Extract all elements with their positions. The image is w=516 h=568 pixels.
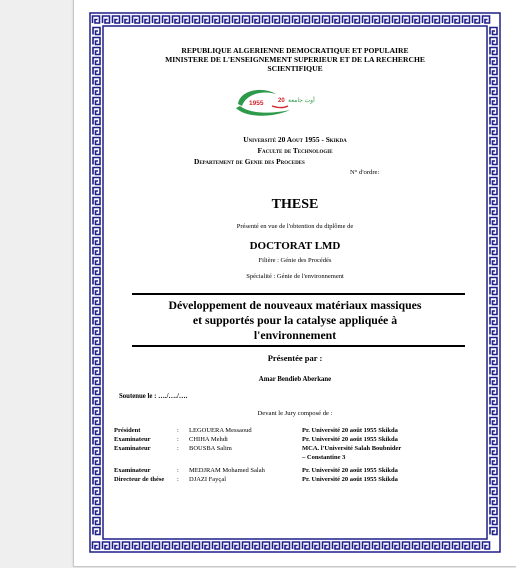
jury-role: Examinateur — [114, 436, 151, 443]
university-logo — [232, 84, 320, 118]
header-ministry-cont: SCIENTIFIQUE — [267, 64, 323, 73]
author-name: Amar Bendieb Aberkane — [258, 376, 332, 383]
jury-name: LEGOUERA Messaoud — [189, 427, 252, 434]
header-republic: REPUBLIQUE ALGERIENNE DEMOCRATIQUE ET POPULAIRE — [181, 46, 409, 55]
presented-for: Présenté en vue de l'obtention du diplôme de — [236, 223, 354, 230]
thesis-title-line-2: et supportés pour la catalyse appliquée à — [192, 313, 398, 327]
faculty-name: Faculte de Technologie — [257, 146, 333, 155]
title-rule-bottom — [132, 345, 465, 347]
jury-affiliation: MCA. l'Université Salah Boubnider — [302, 445, 402, 452]
jury-role: Examinateur — [114, 467, 151, 474]
jury-affiliation: Pr. Université 20 août 1955 Skikda — [302, 427, 398, 434]
logo-number: 20 — [278, 98, 285, 104]
filiere: Filière : Génie des Procédés — [258, 257, 332, 264]
thesis-title-line-3: l'environnement — [253, 328, 337, 342]
jury-affiliation: Pr. Université 20 août 1955 Skikda — [302, 436, 398, 443]
presented-by-label: Présentée par : — [267, 353, 323, 363]
jury-colon: : — [177, 436, 179, 443]
logo-year: 1955 — [249, 100, 264, 107]
jury-colon: : — [177, 445, 179, 452]
university-name: Université 20 Aout 1955 - Skikda — [243, 135, 347, 144]
header-ministry: MINISTERE DE L'ENSEIGNEMENT SUPERIEUR ET DE LA RECHERCHE — [165, 55, 425, 64]
jury-affiliation: – Constantine 3 — [302, 454, 346, 461]
title-rule-top — [132, 293, 465, 295]
document-type: THESE — [271, 197, 319, 212]
jury-role: Examinateur — [114, 445, 151, 452]
degree-name: DOCTORAT LMD — [249, 240, 341, 252]
jury-name: BOUSBA Salim — [189, 445, 232, 452]
department-name: Departement de Genie des Procedes — [194, 157, 305, 166]
order-number: N° d'ordre: — [350, 169, 380, 176]
thesis-title-line-1: Développement de nouveaux matériaux massiques — [168, 298, 422, 312]
jury-affiliation: Pr. Université 20 août 1955 Skikda — [302, 476, 398, 483]
specialite: Spécialité : Génie de l'environnement — [246, 273, 344, 280]
jury-role: Directeur de thèse — [114, 476, 165, 483]
jury-colon: : — [177, 427, 179, 434]
logo-arabic: أوت جامعة — [288, 98, 315, 104]
logo-accent — [272, 106, 288, 108]
jury-intro: Devant le Jury composé de : — [257, 410, 333, 417]
document-page — [73, 0, 516, 567]
defense-date: Soutenue le : …./…./…. — [119, 393, 188, 400]
jury-role: Président — [114, 427, 141, 434]
jury-name: MEDJRAM Mohamed Salah — [189, 467, 265, 474]
jury-colon: : — [177, 467, 179, 474]
jury-name: CHIHA Mehdi — [189, 436, 228, 443]
jury-name: DJAZI Fayçal — [189, 476, 227, 483]
jury-affiliation: Pr. Université 20 août 1955 Skikda — [302, 467, 398, 474]
jury-colon: : — [177, 476, 179, 483]
